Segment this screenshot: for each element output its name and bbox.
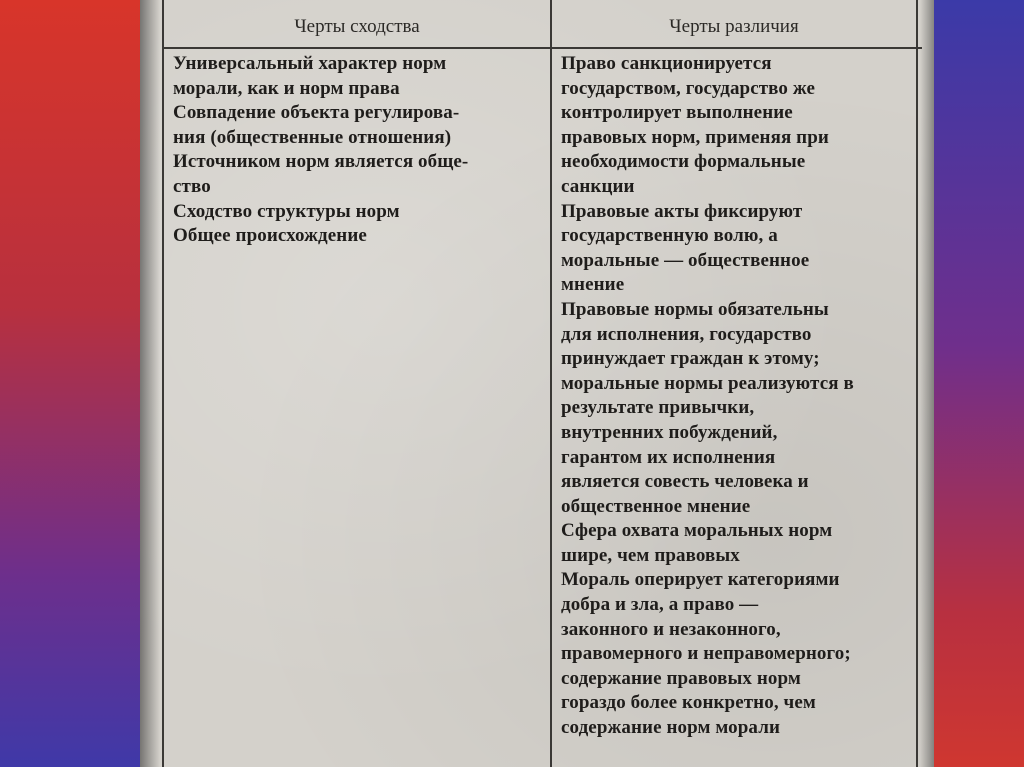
difference-line: результате привычки, bbox=[561, 397, 755, 419]
difference-line: общественное мнение bbox=[561, 495, 751, 517]
difference-line: для исполнения, государство bbox=[561, 323, 812, 345]
difference-line: Мораль оперирует категориями bbox=[561, 569, 840, 591]
table-right-border bbox=[916, 0, 918, 767]
difference-line: Правовые нормы обязательны bbox=[561, 298, 829, 320]
difference-line: государством, государство же bbox=[561, 77, 816, 99]
similarity-line: морали, как и норм права bbox=[173, 77, 400, 99]
page-shadow-left bbox=[140, 0, 160, 767]
difference-line: правомерного и неправомерного; bbox=[561, 643, 851, 665]
difference-line: добра и зла, а право — bbox=[561, 594, 759, 616]
difference-line: государственную волю, а bbox=[561, 225, 778, 247]
difference-line: гарантом их исполнения bbox=[561, 446, 776, 468]
difference-line: внутренних побуждений, bbox=[561, 421, 778, 443]
difference-line: содержание правовых норм bbox=[561, 667, 801, 689]
similarities-column bbox=[173, 52, 468, 249]
difference-line: Право санкционируется bbox=[561, 53, 772, 74]
difference-line: гораздо более конкретно, чем bbox=[561, 692, 816, 714]
header-differences: Черты различия bbox=[669, 16, 799, 37]
difference-line: мнение bbox=[561, 274, 625, 296]
similarity-line: Сходство структуры норм bbox=[173, 200, 400, 222]
difference-line: моральные нормы реализуются в bbox=[561, 372, 854, 394]
difference-line: содержание норм морали bbox=[561, 717, 781, 739]
difference-line: правовых норм, применяя при bbox=[561, 126, 829, 148]
difference-line: шире, чем правовых bbox=[561, 544, 740, 566]
header-separator bbox=[162, 47, 922, 49]
similarity-line: Источником норм является обще- bbox=[173, 151, 469, 173]
right-decor-band bbox=[934, 0, 1024, 767]
differences-column bbox=[561, 52, 854, 741]
similarity-line: Универсальный характер норм bbox=[173, 53, 447, 74]
left-decor-band bbox=[0, 0, 140, 767]
header-similarities: Черты сходства bbox=[294, 16, 420, 37]
difference-line: моральные — общественное bbox=[561, 249, 810, 271]
difference-line: принуждает граждан к этому; bbox=[561, 348, 820, 370]
difference-line: санкции bbox=[561, 175, 635, 197]
similarity-line: Общее происхождение bbox=[173, 225, 367, 247]
page-shadow-right bbox=[920, 0, 934, 767]
scanned-page bbox=[140, 0, 934, 767]
difference-line: необходимости формальные bbox=[561, 151, 806, 173]
similarity-line: ния (общественные отношения) bbox=[173, 126, 452, 148]
difference-line: Правовые акты фиксируют bbox=[561, 200, 803, 222]
difference-line: Сфера охвата моральных норм bbox=[561, 520, 833, 542]
difference-line: законного и незаконного, bbox=[561, 618, 781, 640]
difference-line: является совесть человека и bbox=[561, 471, 809, 493]
table-left-border bbox=[162, 0, 164, 767]
similarity-line: Совпадение объекта регулирова- bbox=[173, 102, 460, 124]
similarity-line: ство bbox=[173, 175, 211, 197]
table-column-divider bbox=[550, 0, 552, 767]
difference-line: контролирует выполнение bbox=[561, 102, 793, 124]
